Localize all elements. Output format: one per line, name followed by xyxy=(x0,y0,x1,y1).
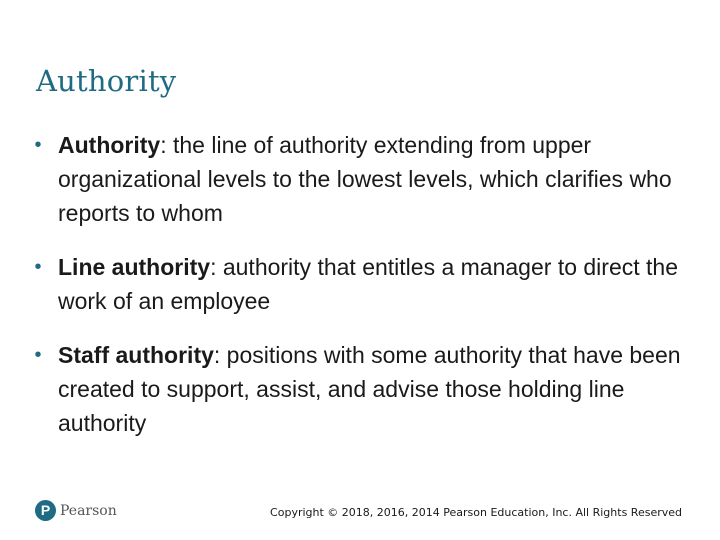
bullet-item-staff-authority xyxy=(30,338,690,440)
bullet-list xyxy=(30,128,690,460)
bullet-text: : the line of authority extending from upper organizational levels to the lowest levels, which clarifies who reports to whom xyxy=(58,132,672,226)
pearson-logo xyxy=(35,500,117,521)
bullet-item-authority xyxy=(30,128,690,230)
bullet-term: Authority xyxy=(58,132,161,158)
bullet-text: : positions with some authority that have been created to support, assist, and advise those holding line authority xyxy=(58,342,681,436)
bullet-item-line-authority xyxy=(30,250,690,318)
pearson-logo-text: Pearson xyxy=(60,502,117,519)
slide-title: Authority xyxy=(36,64,177,98)
bullet-term: Staff authority xyxy=(58,342,214,368)
bullet-dot-icon: • xyxy=(34,134,42,156)
bullet-dot-icon: • xyxy=(34,344,42,366)
bullet-term: Line authority xyxy=(58,254,211,280)
copyright-notice: Copyright © 2018, 2016, 2014 Pearson Education, Inc. All Rights Reserved xyxy=(270,506,682,519)
bullet-text: : authority that entitles a manager to direct the work of an employee xyxy=(58,254,678,314)
bullet-dot-icon: • xyxy=(34,256,42,278)
pearson-logo-icon xyxy=(35,500,56,521)
